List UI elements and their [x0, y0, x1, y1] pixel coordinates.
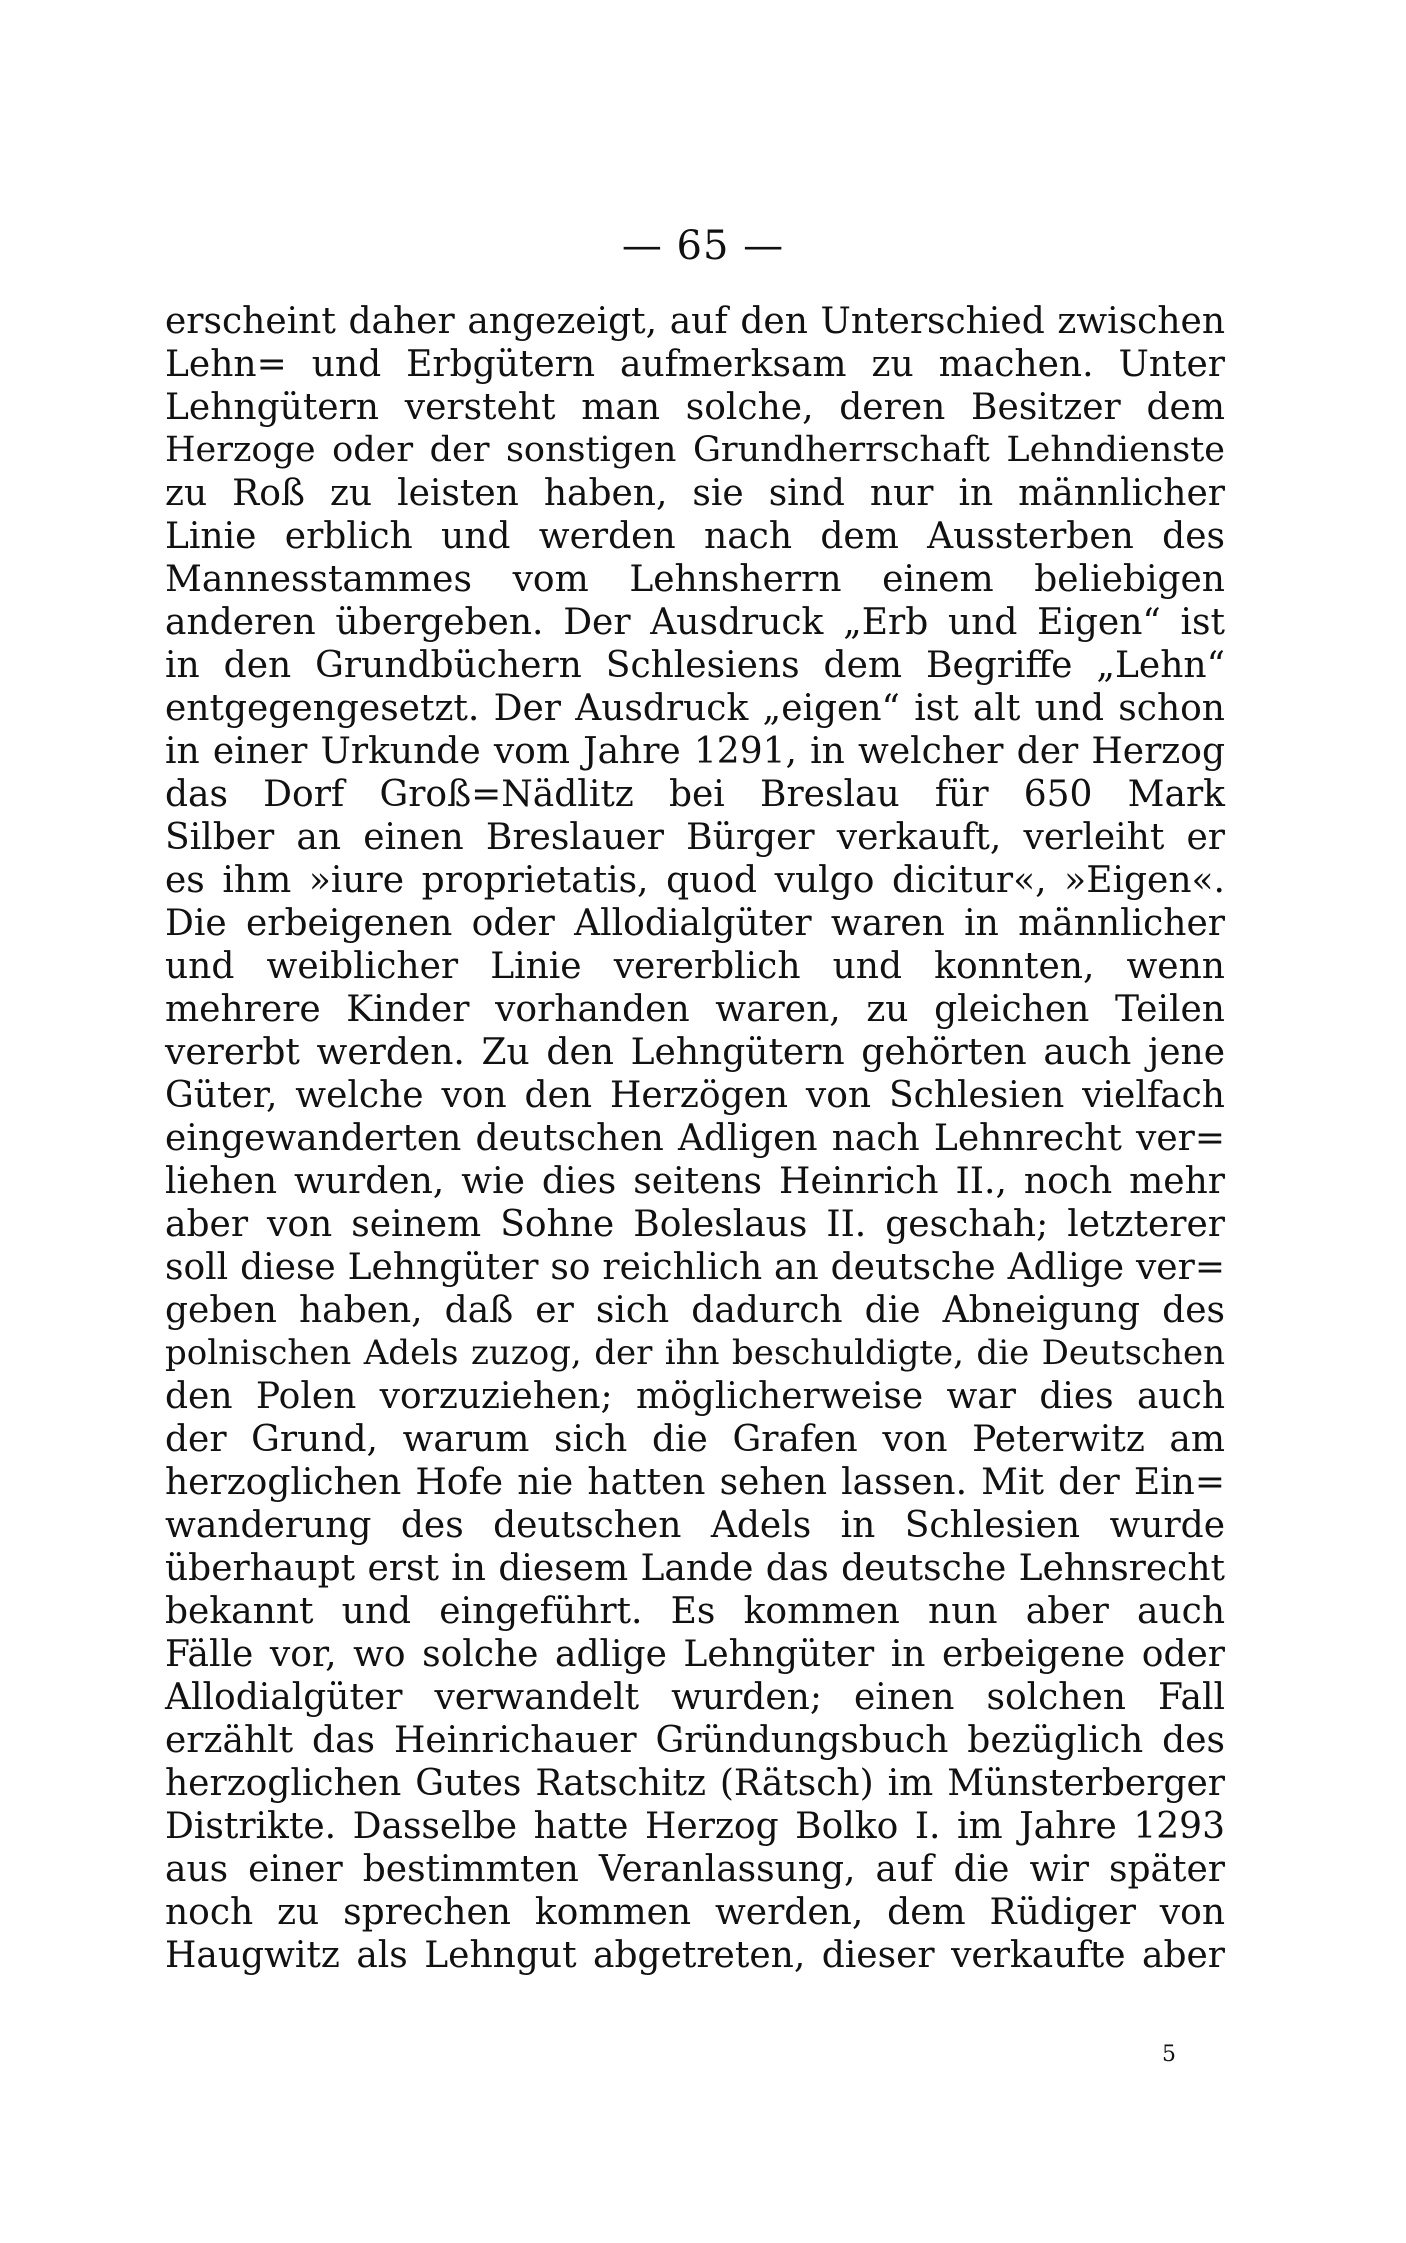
text-line: Haugwitz als Lehngut abgetreten, dieser verkaufte aber: [165, 1935, 1225, 1976]
text-line: Allodialgüter verwandelt wurden; einen solchen Fall: [165, 1677, 1225, 1718]
text-line: herzoglichen Hofe nie hatten sehen lassen. Mit der Ein=: [165, 1462, 1225, 1503]
text-line: den Polen vorzuziehen; möglicherweise war dies auch: [165, 1376, 1225, 1417]
text-line: mehrere Kinder vorhanden waren, zu gleichen Teilen: [165, 989, 1225, 1030]
text-line: und weiblicher Linie vererblich und konnten, wenn: [165, 946, 1225, 987]
text-line: Linie erblich und werden nach dem Aussterben des: [165, 516, 1225, 557]
text-line: polnischen Adels zuzog, der ihn beschuldigte, die Deutschen: [165, 1333, 1225, 1373]
text-line: Herzoge oder der sonstigen Grundherrschaft Lehndienste: [165, 430, 1225, 470]
signature-mark: 5: [1162, 2042, 1176, 2067]
text-line: aus einer bestimmten Veranlassung, auf die wir später: [165, 1849, 1225, 1890]
text-line: in einer Urkunde vom Jahre 1291, in welcher der Herzog: [165, 731, 1225, 772]
text-line: Mannesstammes vom Lehnsherrn einem beliebigen: [165, 559, 1225, 600]
text-line: der Grund, warum sich die Grafen von Peterwitz am: [165, 1419, 1225, 1460]
text-line: Güter, welche von den Herzögen von Schlesien vielfach: [165, 1075, 1225, 1116]
text-line: anderen übergeben. Der Ausdruck „Erb und Eigen“ ist: [165, 602, 1225, 643]
text-line: Silber an einen Breslauer Bürger verkauft, verleiht er: [165, 817, 1225, 858]
text-line: das Dorf Groß=Nädlitz bei Breslau für 650 Mark: [165, 774, 1225, 815]
text-line: soll diese Lehngüter so reichlich an deutsche Adlige ver=: [165, 1247, 1225, 1288]
text-line: wanderung des deutschen Adels in Schlesien wurde: [165, 1505, 1225, 1546]
text-line: Lehngütern versteht man solche, deren Besitzer dem: [165, 387, 1225, 428]
text-line: aber von seinem Sohne Boleslaus II. geschah; letzterer: [165, 1204, 1225, 1245]
text-line: vererbt werden. Zu den Lehngütern gehörten auch jene: [165, 1032, 1225, 1073]
body-text: [165, 300, 1225, 1977]
text-line: herzoglichen Gutes Ratschitz (Rätsch) im Münsterberger: [165, 1763, 1225, 1804]
text-line: Die erbeigenen oder Allodialgüter waren in männlicher: [165, 903, 1225, 944]
text-line: Distrikte. Dasselbe hatte Herzog Bolko I. im Jahre 1293: [165, 1806, 1225, 1847]
text-line: Fälle vor, wo solche adlige Lehngüter in erbeigene oder: [165, 1634, 1225, 1675]
text-line: entgegengesetzt. Der Ausdruck „eigen“ ist alt und schon: [165, 688, 1225, 729]
text-line: es ihm »iure proprietatis, quod vulgo dicitur«, »Eigen«.: [165, 860, 1225, 901]
text-line: erscheint daher angezeigt, auf den Unterschied zwischen: [165, 301, 1225, 342]
text-line: geben haben, daß er sich dadurch die Abneigung des: [165, 1290, 1225, 1331]
text-line: liehen wurden, wie dies seitens Heinrich II., noch mehr: [165, 1161, 1225, 1202]
text-line: Lehn= und Erbgütern aufmerksam zu machen. Unter: [165, 344, 1225, 385]
text-line: noch zu sprechen kommen werden, dem Rüdiger von: [165, 1892, 1225, 1933]
text-line: bekannt und eingeführt. Es kommen nun aber auch: [165, 1591, 1225, 1632]
text-line: in den Grundbüchern Schlesiens dem Begriffe „Lehn“: [165, 645, 1225, 686]
text-line: überhaupt erst in diesem Lande das deutsche Lehnsrecht: [165, 1548, 1225, 1589]
text-line: zu Roß zu leisten haben, sie sind nur in männlicher: [165, 473, 1225, 514]
text-line: erzählt das Heinrichauer Gründungsbuch bezüglich des: [165, 1720, 1225, 1761]
page-number: — 65 —: [621, 223, 785, 269]
text-line: eingewanderten deutschen Adligen nach Lehnrecht ver=: [165, 1118, 1225, 1159]
